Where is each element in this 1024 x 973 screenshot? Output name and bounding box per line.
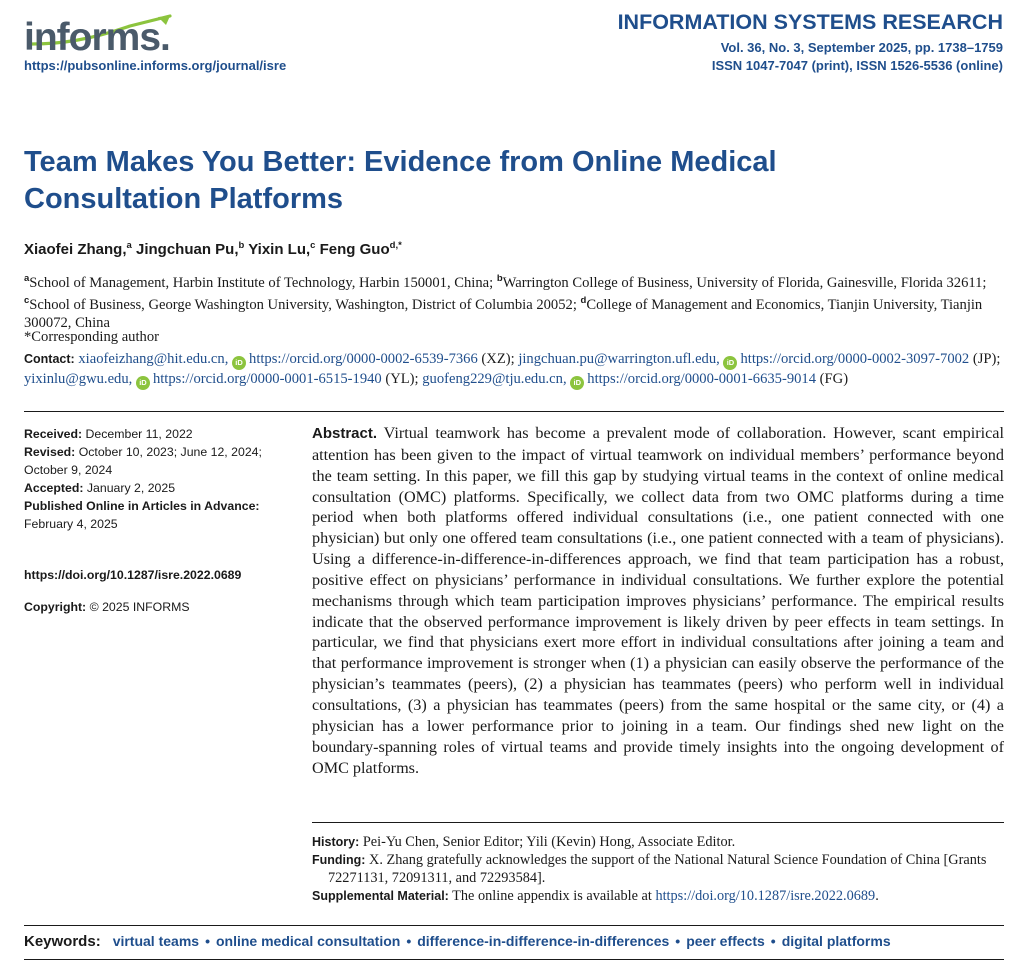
article-notes — [312, 833, 1004, 905]
contact-label: Contact: — [24, 352, 75, 366]
orcid-link[interactable]: https://orcid.org/0000-0002-6539-7366 — [249, 351, 478, 367]
journal-url-link[interactable]: https://pubsonline.informs.org/journal/isre — [24, 58, 287, 73]
keyword-link[interactable]: peer effects — [686, 933, 765, 949]
divider — [24, 925, 1004, 926]
author: Feng Guo$^{d,*}$ — [319, 240, 402, 258]
supplemental-link[interactable]: https://doi.org/10.1287/isre.2022.0689 — [655, 888, 876, 904]
revised-dates: Revised: October 10, 2023; June 12, 2024; October 9, 2024 — [24, 445, 262, 477]
funding-note: Funding: X. Zhang gratefully acknowledges the support of the National Natural Science Foundation of China [Grants 72271131, 72091311, and 72293584]. — [312, 852, 987, 886]
doi-link[interactable]: https://doi.org/10.1287/isre.2022.0689 — [24, 568, 242, 582]
keyword-link[interactable]: online medical consultation — [215, 933, 401, 949]
issn-info: ISSN 1047-7047 (print), ISSN 1526-5536 (online) — [711, 58, 1003, 73]
author-list — [24, 240, 402, 258]
author: Yixin Lu,$^c$ — [248, 240, 316, 258]
abstract — [312, 423, 1004, 778]
journal-name: INFORMATION SYSTEMS RESEARCH — [617, 10, 1003, 34]
history-note: History: Pei-Yu Chen, Senior Editor; Yili (Kevin) Hong, Associate Editor. — [312, 834, 736, 850]
author: Jingchuan Pu,$^b$ — [135, 240, 245, 258]
orcid-icon: iD — [136, 376, 150, 390]
divider — [24, 959, 1004, 960]
author: Xiaofei Zhang,$^a$ — [24, 240, 132, 258]
orcid-icon: iD — [232, 356, 246, 370]
divider — [24, 411, 1004, 412]
keyword-link[interactable]: virtual teams — [112, 933, 200, 949]
received-date: Received: December 11, 2022 — [24, 427, 193, 441]
volume-info: Vol. 36, No. 3, September 2025, pp. 1738–1759 — [720, 40, 1003, 55]
informs-logo[interactable] — [24, 14, 174, 60]
orcid-icon: iD — [570, 376, 584, 390]
orcid-link[interactable]: https://orcid.org/0000-0002-3097-7002 — [740, 351, 970, 367]
keyword-link[interactable]: difference-in-difference-in-differences — [417, 933, 670, 949]
contact-block: Contact: xiaofeizhang@hit.edu.cn, iD https://orcid.org/0000-0002-6539-7366 (XZ); jingchuan.pu@warrington.ufl.edu, iD https://orcid.org/0000-0002-3097-7002 (JP); yixinlu@gwu.edu, iD https://orcid.org/0000-0001-6515-1940 (YL); guofeng229@tju.edu.cn, iD https://orcid.org/0000-0001-6635-9014 (FG) — [24, 350, 1004, 390]
email-link[interactable]: xiaofeizhang@hit.edu.cn, — [78, 351, 229, 367]
keywords: Keywords: virtual teams • online medical consultation • difference-in-difference-in-differences • peer effects • digital platforms — [24, 933, 891, 950]
copyright: Copyright: © 2025 INFORMS — [24, 600, 190, 614]
divider — [312, 822, 1004, 823]
logo-wordmark: informs. — [24, 16, 170, 59]
published-date: Published Online in Articles in Advance: February 4, 2025 — [24, 499, 260, 531]
keyword-link[interactable]: digital platforms — [781, 933, 891, 949]
article-title: Team Makes You Better: Evidence from Online Medical Consultation Platforms — [24, 146, 777, 215]
email-link[interactable]: guofeng229@tju.edu.cn, — [422, 371, 567, 387]
supplemental-note: Supplemental Material: The online appendix is available at https://doi.org/10.1287/isre.2022.0689. — [312, 888, 879, 904]
orcid-link[interactable]: https://orcid.org/0000-0001-6635-9014 — [587, 371, 817, 387]
affiliations: $^a$School of Management, Harbin Institute of Technology, Harbin 150001, China; $^b$Warrington College of Business, University of Florida, Gainesville, Florida 32611; $^c$School of Business, George Washington University, Washington, District of Columbia 20052; $^d$College of Management and Economics, Tianjin University, Tianjin 300072, China — [24, 273, 987, 331]
email-link[interactable]: yixinlu@gwu.edu, — [24, 371, 133, 387]
article-dates — [24, 425, 294, 533]
corresponding-author-note: *Corresponding author — [24, 329, 159, 345]
email-link[interactable]: jingchuan.pu@warrington.ufl.edu, — [518, 351, 720, 367]
orcid-link[interactable]: https://orcid.org/0000-0001-6515-1940 — [152, 371, 382, 387]
keywords-label: Keywords: — [24, 933, 101, 950]
abstract-label: Abstract. — [312, 425, 378, 442]
abstract-text: Virtual teamwork has become a prevalent mode of collaboration. However, scant empirical attention has been given to the impact of virtual teamwork on individual members’ performance beyond the team setting. In this paper, we fill this gap by studying virtual teams in the context of online medical consultation (OMC) platforms. Specifically, we collect data from two OMC platforms during a time period when both platforms offered individual consultations (i.e., one patient connected with one physician) but only one offered team consultations (i.e., one patient connected with a team of physicians). Using a difference-in-difference-in-differences approach, we find that team participation has a robust, positive effect on physicians’ performance in individual consultations. We further explore the potential mechanisms through which team participation improves physicians’ performance. The empirical results indicate that the observed performance improvement is likely driven by peer effects in team settings. In particular, we find that physicians exert more effort in individual consultations after joining a team and that performance improvement is stronger when (1) a physician can easily observe the performance of the physician’s teammates (peers), (2) a physician has teammates (peers) who perform well in individual consultations, (3) a physician has teammates (peers) from the same hospital or the same city, or (4) a physician has a lower performance prior to joining in a team. Our findings shed new light on the boundary-spanning roles of virtual teams and provide timely insights into the ongoing development of OMC platforms. — [312, 424, 1004, 777]
accepted-date: Accepted: January 2, 2025 — [24, 481, 176, 495]
orcid-icon: iD — [723, 356, 737, 370]
